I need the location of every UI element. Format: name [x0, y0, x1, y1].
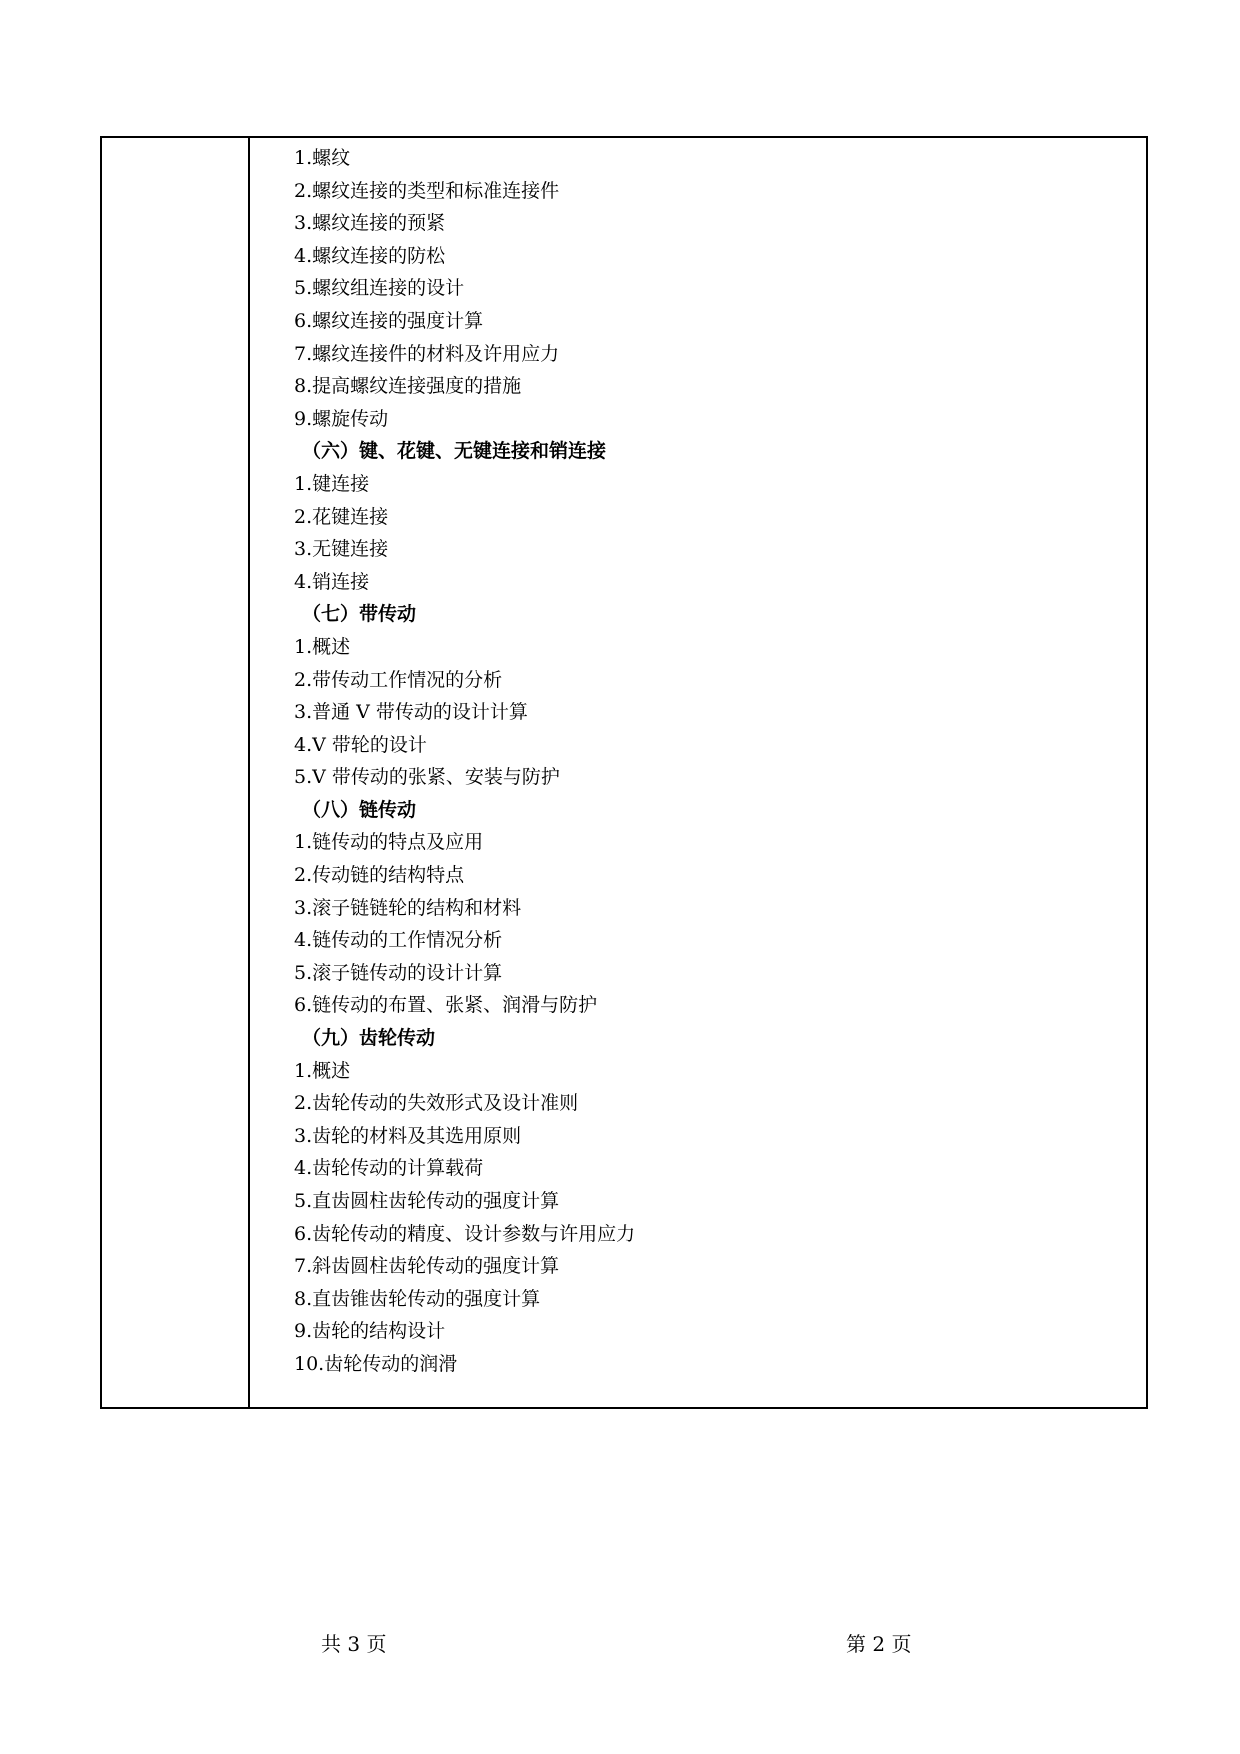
outline-item: 2.齿轮传动的失效形式及设计准则 — [294, 1092, 579, 1115]
outline-item: 6.齿轮传动的精度、设计参数与许用应力 — [294, 1222, 636, 1245]
outline-item: 3.普通 V 带传动的设计计算 — [294, 701, 528, 724]
outline-item: 5.螺纹组连接的设计 — [294, 277, 465, 300]
section-heading: （八）链传动 — [302, 798, 417, 821]
outline-item: 8.直齿锥齿轮传动的强度计算 — [294, 1287, 541, 1310]
outline-item: 5.滚子链传动的设计计算 — [294, 961, 503, 984]
outline-item: 3.无键连接 — [294, 538, 389, 561]
outline-item: 5.V 带传动的张紧、安装与防护 — [294, 766, 560, 789]
syllabus-table — [100, 136, 1148, 1409]
outline-item: 5.直齿圆柱齿轮传动的强度计算 — [294, 1190, 560, 1212]
outline-item: 7.螺纹连接件的材料及许用应力 — [294, 342, 560, 365]
outline-item: 9.螺旋传动 — [294, 407, 389, 430]
outline-item: 8.提高螺纹连接强度的措施 — [294, 375, 522, 398]
page-number-label: 第 2 页 — [846, 1632, 912, 1656]
outline-item: 9.齿轮的结构设计 — [294, 1320, 446, 1343]
outline-item: 6.螺纹连接的强度计算 — [294, 309, 484, 332]
section-heading: （六）键、花键、无键连接和销连接 — [302, 440, 607, 463]
outline-item: 2.螺纹连接的类型和标准连接件 — [294, 179, 560, 202]
outline-item: 4.V 带轮的设计 — [294, 733, 427, 756]
outline-item: 1.链传动的特点及应用 — [294, 831, 484, 854]
total-pages-label: 共 3 页 — [321, 1632, 387, 1656]
outline-item: 1.概述 — [294, 635, 351, 658]
outline-item: 2.带传动工作情况的分析 — [294, 668, 503, 691]
table-left-cell — [102, 138, 250, 1407]
outline-item: 1.键连接 — [294, 472, 370, 495]
outline-item: 4.螺纹连接的防松 — [294, 244, 446, 267]
outline-item: 10.齿轮传动的润滑 — [294, 1352, 458, 1375]
outline-item: 3.螺纹连接的预紧 — [294, 212, 446, 235]
outline-item: 1.螺纹 — [294, 147, 351, 169]
outline-item: 6.链传动的布置、张紧、润滑与防护 — [294, 994, 598, 1017]
outline-item: 4.销连接 — [294, 570, 370, 593]
table-content-cell — [250, 138, 1146, 1407]
outline-item: 2.花键连接 — [294, 505, 389, 528]
section-heading: （七）带传动 — [302, 603, 417, 626]
outline-item: 3.齿轮的材料及其选用原则 — [294, 1124, 522, 1147]
outline-item: 1.概述 — [294, 1059, 351, 1082]
course-outline-list — [294, 142, 635, 1381]
outline-item: 2.传动链的结构特点 — [294, 864, 465, 887]
outline-item: 4.链传动的工作情况分析 — [294, 929, 503, 952]
outline-item: 7.斜齿圆柱齿轮传动的强度计算 — [294, 1255, 560, 1278]
outline-item: 3.滚子链链轮的结构和材料 — [294, 896, 522, 919]
outline-item: 4.齿轮传动的计算载荷 — [294, 1157, 484, 1180]
section-heading: （九）齿轮传动 — [302, 1027, 436, 1050]
